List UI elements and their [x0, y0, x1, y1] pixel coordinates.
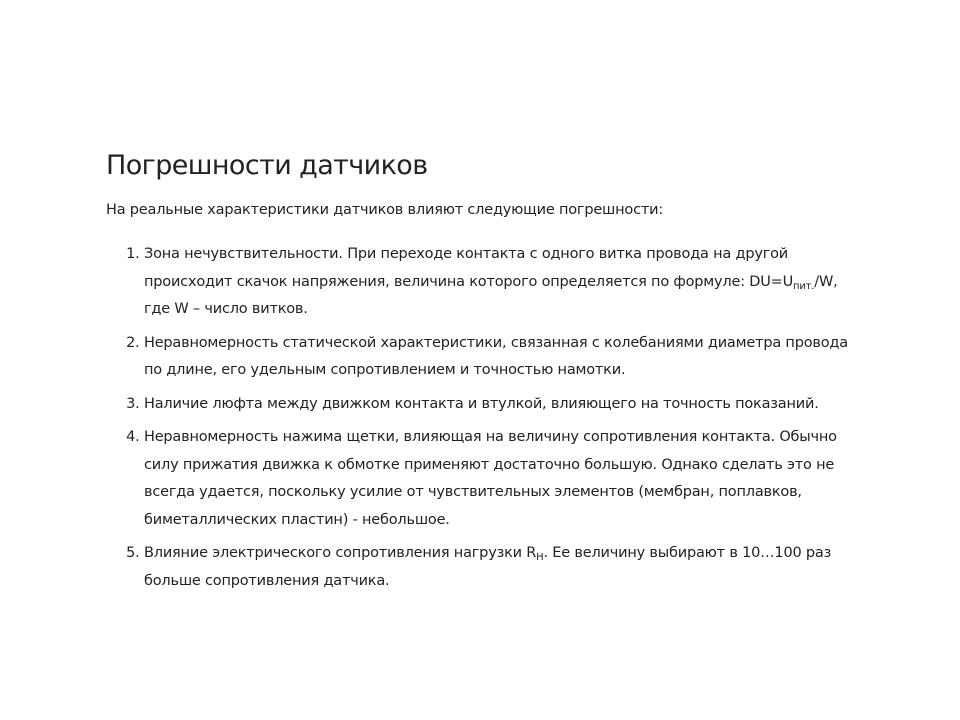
item-text: Влияние электрического сопротивления нагрузки R — [144, 545, 537, 561]
list-item — [144, 241, 866, 324]
errors-list — [106, 241, 866, 595]
list-item — [144, 330, 866, 385]
subscript: Н — [536, 552, 544, 563]
intro-paragraph: На реальные характеристики датчиков влияют следующие погрешности: — [106, 202, 664, 218]
subscript: пит. — [793, 280, 815, 292]
list-item — [144, 391, 866, 419]
list-item — [144, 540, 866, 595]
list-item — [144, 424, 866, 534]
item-text: Наличие люфта между движком контакта и втулкой, влияющего на точность показаний. — [144, 395, 819, 412]
item-text: Неравномерность статической характеристики, связанная с колебаниями диаметра провода по длине, его удельным сопротивлением и точностью намотки. — [144, 334, 848, 378]
item-text: Зона нечувствительности. При переходе контакта с одного витка провода на другой происходит скачок напряжения, величина которого определяется по формуле: DU=U — [144, 246, 794, 290]
item-text: /W, где W – число витков. — [144, 273, 838, 317]
slide-content — [106, 146, 866, 601]
item-text: . Ее величину выбирают в 10…100 раз больше сопротивления датчика. — [144, 545, 832, 589]
item-text: Неравномерность нажима щетки, влияющая на величину сопротивления контакта. Обычно силу прижатия движка к обмотке применяют достаточно большую. Однако сделать это не всегда удается, поскольку усилие от чувствительных элементов (мембран, поплавков, биметаллических пластин) - небольшое. — [144, 429, 837, 528]
slide-title: Погрешности датчиков — [106, 150, 428, 181]
